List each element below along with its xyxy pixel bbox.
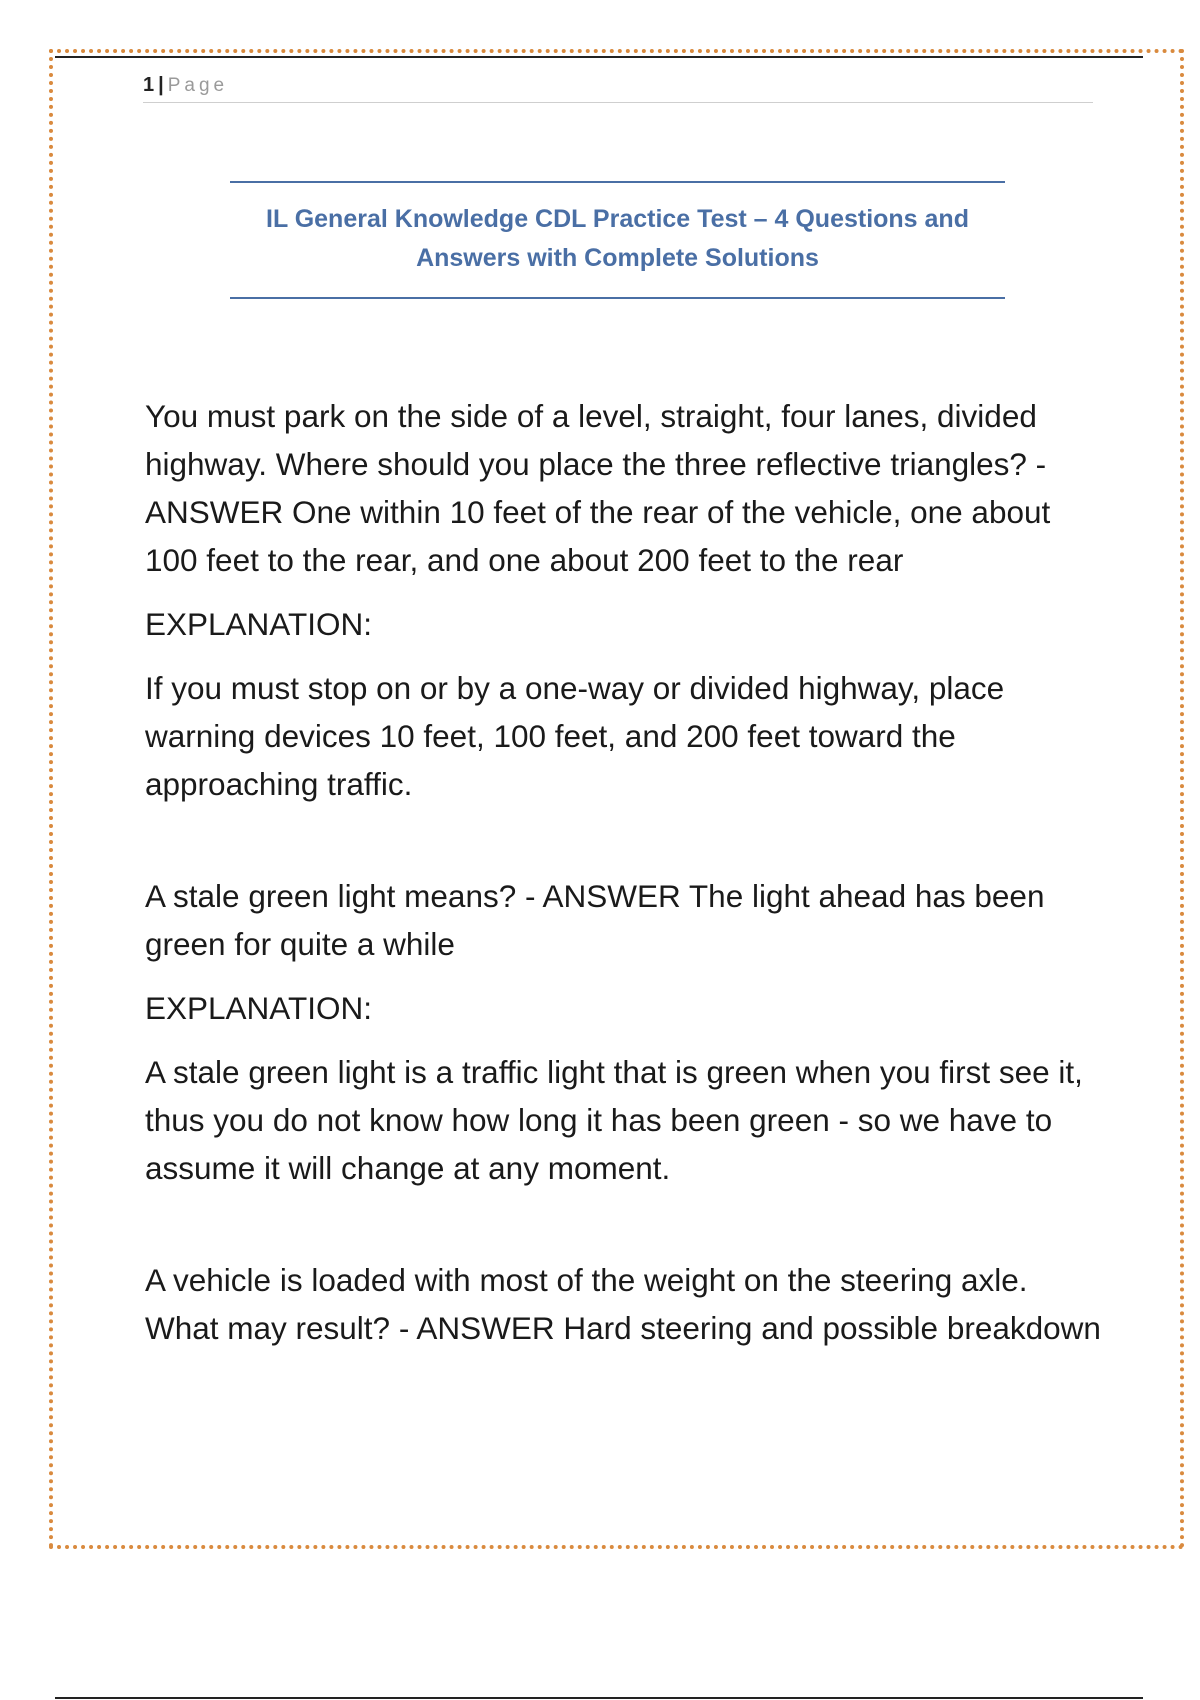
page-header	[143, 74, 1093, 103]
questions-content	[145, 392, 1105, 1416]
qa-item	[145, 392, 1105, 808]
title-rule-top	[230, 181, 1005, 183]
explanation-text: If you must stop on or by a one-way or divided highway, place warning devices 10 feet, 100 feet, and 200 feet toward the approaching traffic.	[145, 670, 1005, 802]
page-label: Page	[167, 75, 229, 96]
bottom-rule	[55, 1697, 1143, 1699]
page-number: 1	[143, 74, 155, 96]
title-line-1: IL General Knowledge CDL Practice Test – 4 Questions and	[266, 205, 969, 233]
page-separator: |	[158, 74, 164, 96]
top-rule	[55, 56, 1143, 58]
question-text: A vehicle is loaded with most of the weight on the steering axle. What may result? - ANSWER Hard steering and possible breakdown	[145, 1262, 1101, 1346]
title-rule-bottom	[230, 297, 1005, 299]
explanation-label: EXPLANATION:	[145, 606, 372, 642]
question-text: A stale green light means? - ANSWER The light ahead has been green for quite a while	[145, 878, 1045, 962]
explanation-label: EXPLANATION:	[145, 990, 372, 1026]
question-text: You must park on the side of a level, straight, four lanes, divided highway. Where should you place the three reflective triangles? - ANSWER One within 10 feet of the rear of the vehicle, one about 100 feet to the rear, and one about 200 feet to the rear	[145, 398, 1051, 578]
qa-item	[145, 872, 1105, 1192]
explanation-text: A stale green light is a traffic light that is green when you first see it, thus you do not know how long it has been green - so we have to assume it will change at any moment.	[145, 1054, 1083, 1186]
title-line-2: Answers with Complete Solutions	[416, 244, 819, 272]
qa-item	[145, 1256, 1105, 1352]
document-title	[230, 200, 1005, 278]
